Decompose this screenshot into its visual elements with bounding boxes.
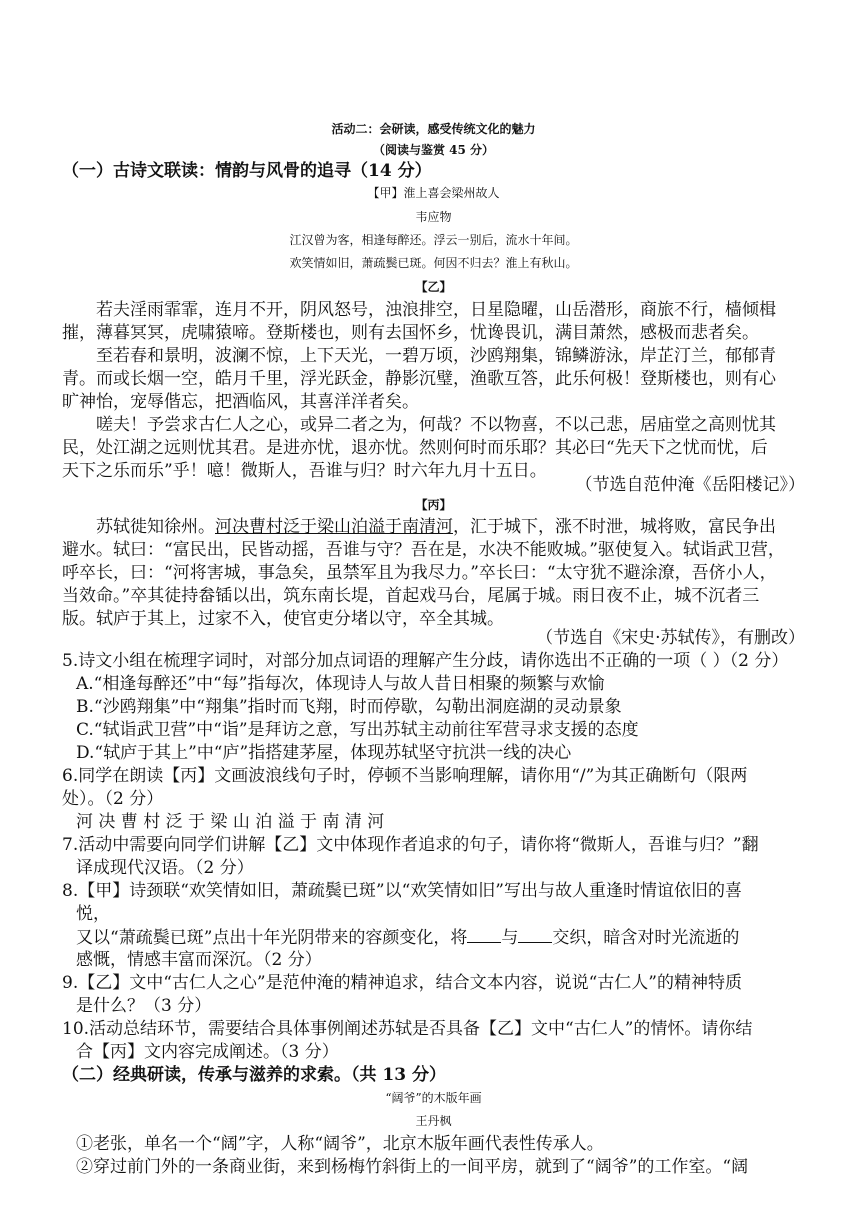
section-heading-1: （一）古诗文联读：情韵与风骨的追寻（14 分）: [62, 161, 432, 181]
article-paragraph-1: ①老张，单名一个“阔”字，人称“阔爷”，北京木版年画代表性传承人。: [76, 1134, 604, 1154]
text-yi-line: 若夫淫雨霏霏，连月不开，阴风怒号，浊浪排空，日星隐曜，山岳潜形，商旅不行，樯倾楫: [96, 300, 776, 320]
text-yi-line: 至若春和景明，波澜不惊，上下天光，一碧万顷，沙鸥翔集，锦鳞游泳，岸芷汀兰，郁郁青: [96, 346, 776, 366]
article-author: 王丹枫: [415, 1114, 452, 1128]
answer-blank-1[interactable]: [467, 926, 501, 943]
question-5: 5.诗文小组在梳理字词时，对部分加点词语的理解产生分歧，请你选出不正确的一项（ ）（2 分）: [62, 651, 789, 671]
question-8-cont: 悦，: [76, 904, 110, 924]
text-bing-line: 呼卒长，曰：“河将害城，事急矣，虽禁军且为我尽力。”卒长曰：“太守犹不避涂潦，吾侪小人，: [62, 563, 777, 583]
question-8-fill-mid: 与: [501, 928, 519, 948]
question-5-option-a: A.“相逢每醉还”中“每”指每次，体现诗人与故人昔日相聚的频繁与欢愉: [76, 674, 605, 694]
text-yi-line: 民，处江湖之远则忧其君。是进亦忧，退亦忧。然则何时而乐耶？其必曰“先天下之忧而忧，后: [62, 438, 768, 458]
question-9-cont: 是什么？（3 分）: [76, 996, 212, 1016]
question-8-fill-pre: 又以“萧疏鬓已斑”点出十年光阴带来的容颜变化，将: [76, 928, 468, 948]
question-5-option-d: D.“轼庐于其上”中“庐”指搭建茅屋，体现苏轼坚守抗洪一线的决心: [76, 743, 572, 763]
question-10: 10.活动总结环节，需要结合具体事例阐述苏轼是否具备【乙】文中“古仁人”的情怀。请你结: [62, 1019, 753, 1039]
text-bing-source: （节选自《宋史·苏轼传》，有删改）: [536, 628, 805, 648]
activity-title: 活动二：会研读，感受传统文化的魅力: [331, 122, 536, 136]
text-yi-line: 嗟夫！予尝求古仁人之心，或异二者之为，何哉？不以物喜，不以己悲，居庙堂之高则忧其: [96, 415, 776, 435]
poem-jia-title: 【甲】淮上喜会梁州故人: [367, 186, 500, 200]
question-8-end: 感慨，情感丰富而深沉。（2 分）: [76, 950, 322, 970]
question-6-cont: 处）。（2 分）: [62, 789, 164, 809]
question-8: 8.【甲】诗颈联“欢笑情如旧，萧疏鬓已斑”以“欢笑情如旧”写出与故人重逢时情谊依旧的喜: [62, 881, 742, 901]
text-bing-line: 版。轼庐于其上，过家不入，使官吏分堵以守，卒全其城。: [62, 609, 504, 629]
poem-jia-line-1: 江汉曾为客，相逢每醉还。浮云一别后，流水十年间。: [289, 233, 578, 247]
question-6-sentence: 河 决 曹 村 泛 于 梁 山 泊 溢 于 南 清 河: [76, 812, 385, 832]
question-6: 6.同学在朗读【丙】文画波浪线句子时，停顿不当影响理解，请你用“/”为其正确断句（限两: [62, 766, 748, 786]
article-title: “阔爷”的木版年画: [385, 1091, 482, 1105]
text-bing-line: 避水。轼曰：“富民出，民皆动摇，吾谁与守？吾在是，水决不能败城。”驱使复入。轼诣武卫营，: [62, 540, 785, 560]
question-8-fill-post: 交织，暗含对时光流逝的: [552, 928, 740, 948]
question-7: 7.活动中需要向同学们讲解【乙】文中体现作者追求的句子，请你将“微斯人，吾谁与归？”翻: [62, 835, 759, 855]
text-yi-line: 旷神怡，宠辱偕忘，把酒临风，其喜洋洋者矣。: [62, 392, 419, 412]
text-bing-line: 当效命。”卒其徒持畚锸以出，筑东南长堤，首起戏马台，尾属于城。雨日夜不止，城不沉者三: [62, 586, 760, 606]
article-paragraph-2: ②穿过前门外的一条商业街，来到杨梅竹斜街上的一间平房，就到了“阔爷”的工作室。“阔: [76, 1157, 749, 1177]
poem-jia-line-2: 欢笑情如旧，萧疏鬓已斑。何因不归去？淮上有秋山。: [289, 256, 578, 270]
question-9: 9.【乙】文中“古仁人之心”是范仲淹的精神追求，结合文本内容，说说“古仁人”的精神特质: [62, 973, 742, 993]
text-yi-line: 天下之乐而乐”乎！噫！微斯人，吾谁与归？时六年九月十五日。: [62, 461, 547, 481]
poem-jia-author: 韦应物: [415, 210, 452, 224]
question-5-option-c: C.“轼诣武卫营”中“诣”是拜访之意，写出苏轼主动前往军营寻求支援的态度: [76, 720, 639, 740]
question-7-cont: 译成现代汉语。（2 分）: [76, 858, 254, 878]
text-bing-line: [96, 516, 776, 538]
text-yi-line: 青。而或长烟一空，皓月千里，浮光跃金，静影沉璧，渔歌互答，此乐何极！登斯楼也，则有心: [62, 369, 776, 389]
question-10-cont: 合【丙】文内容完成阐述。（3 分）: [76, 1042, 339, 1062]
text-yi-label: 【乙】: [415, 280, 452, 294]
text-yi-line: 摧，薄暮冥冥，虎啸猿啼。登斯楼也，则有去国怀乡，忧谗畏讥，满目萧然，感极而悲者矣。: [62, 323, 759, 343]
wavy-underlined-sentence: 河决曹村泛于梁山泊溢于南清河: [215, 517, 453, 537]
activity-subtitle: （阅读与鉴赏 45 分）: [372, 143, 495, 157]
text-bing-suffix: ，汇于城下，涨不时泄，城将败，富民争出: [453, 517, 776, 537]
question-8-fill: [76, 926, 739, 949]
question-5-option-b: B.“沙鸥翔集”中“翔集”指时而飞翔，时而停歇，勾勒出洞庭湖的灵动景象: [76, 697, 622, 717]
text-bing-label: 【丙】: [415, 498, 452, 512]
text-yi-source: （节选自范仲淹《岳阳楼记》）: [575, 475, 805, 495]
text-bing-prefix: 苏轼徙知徐州。: [96, 517, 215, 537]
answer-blank-2[interactable]: [518, 926, 552, 943]
section-heading-2: （二）经典研读，传承与滋养的求索。（共 13 分）: [62, 1065, 446, 1085]
